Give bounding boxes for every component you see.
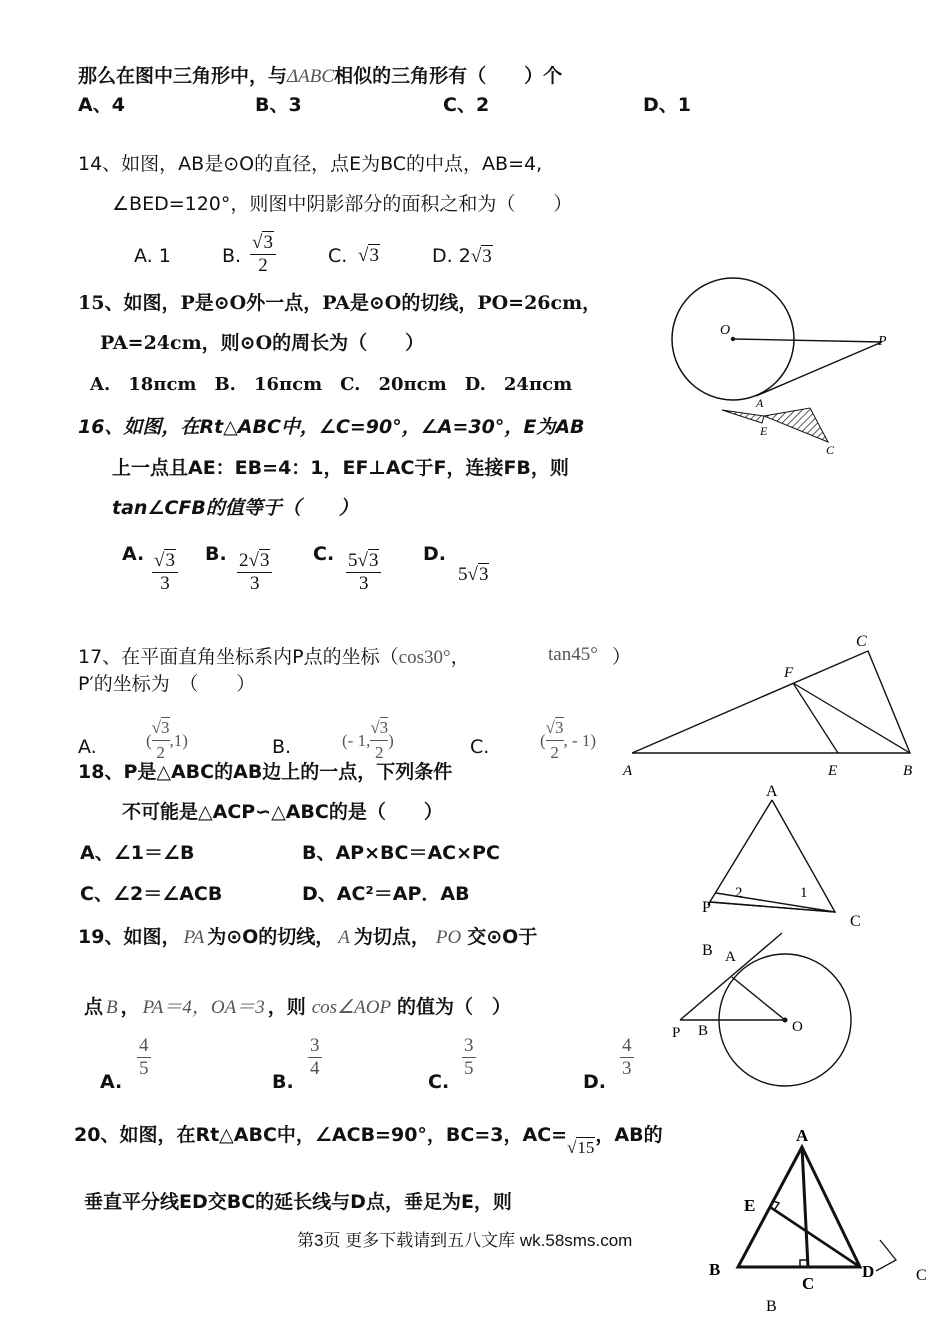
q16-option-c-label: C. (313, 543, 335, 565)
q15-shade-left (722, 410, 764, 423)
q15-line1: 15、如图，P是⊙O外一点，PA是⊙O的切线，PO=26cm， (78, 292, 602, 314)
q19-line1: 19、如图， PA 为⊙O的切线， A 为切点， PO 交⊙O于 (78, 926, 538, 948)
q16-option-a-fraction: $\frac{√3}{3}$ (152, 550, 178, 595)
q20-label-b: B (709, 1260, 721, 1279)
q17-label-e: E (828, 763, 838, 779)
q20-label-b-extra: B (766, 1298, 777, 1315)
q19-tangent (680, 933, 782, 1020)
q18-label-p: P (702, 899, 711, 916)
q17-label-b: B (903, 763, 913, 779)
q16-option-d-value: 5√3 (458, 564, 489, 585)
q16-option-b-fraction: $\frac{2√3}{3}$ (237, 550, 272, 595)
q15-label-c: C (826, 443, 835, 457)
q18-option-c: C、∠2＝∠ACB (80, 883, 223, 905)
q15-shade-right (764, 408, 828, 442)
q17-label-a: A (623, 763, 633, 779)
q14-option-a: A. 1 (134, 245, 171, 267)
q15-label-o: O (720, 323, 731, 338)
q17-triangle (632, 651, 910, 753)
q16-line3: tan∠CFB的值等于（ ） (112, 497, 358, 519)
q19-label-p: P (672, 1025, 681, 1041)
q13-option-d: D、1 (643, 94, 691, 116)
q16-option-b-label: B. (205, 543, 227, 565)
q19-label-b: B (698, 1023, 709, 1039)
q13-line: 那么在图中三角形中，与ΔABC相似的三角形有（ ）个 (78, 65, 563, 87)
q17-option-a-label: A. (78, 736, 97, 758)
q18-label-2: 2 (735, 885, 743, 901)
q19-line2: 点 B ， PA＝4，OA＝3 ，则 cos∠AOP 的值为（ ） (84, 996, 512, 1018)
q18-option-a: A、∠1＝∠B (80, 842, 195, 864)
q19-label-o: O (792, 1019, 803, 1035)
q19-line-oa (732, 977, 785, 1020)
q17-tan: tan45° (548, 644, 598, 665)
q17-label-f: F (784, 665, 794, 681)
q15-line-pa (756, 342, 882, 396)
q17-close: ） (612, 646, 632, 668)
q13-option-c: C、2 (443, 94, 490, 116)
q17-option-c-label: C. (470, 736, 490, 758)
q20-label-e: E (744, 1196, 756, 1215)
q18-line-pc (716, 893, 835, 912)
q15-label-a: A (756, 396, 764, 410)
q14-option-b-fraction: $\frac{√3}{2}$ (250, 232, 276, 277)
q14-option-c-value: √3 (358, 245, 379, 266)
q20-line2: 垂直平分线ED交BC的延长线与D点，垂足为E，则 (84, 1191, 512, 1213)
q20-label-a: A (796, 1126, 809, 1145)
q17-line2: P′的坐标为 （ ） (78, 673, 256, 695)
q19-option-a-label: A. (100, 1071, 123, 1093)
q18-option-b: B、AP×BC＝AC×PC (302, 842, 500, 864)
q20-label-c-extra: C (916, 1267, 927, 1284)
q17-line-fb (793, 683, 910, 753)
q19-option-c-fraction: $\frac{3}{5}$ (464, 1035, 474, 1079)
q19-option-d-fraction: $\frac{4}{3}$ (622, 1035, 632, 1079)
q20-line1: 20、如图，在Rt△ABC中，∠ACB=90°，BC=3，AC=√15，AB的 (74, 1124, 663, 1157)
q19-option-a-fraction: $\frac{4}{5}$ (139, 1035, 149, 1079)
q16-option-a-label: A. (122, 543, 145, 565)
q15-line-op (733, 339, 882, 342)
q13-option-a: A、4 (78, 94, 125, 116)
q13-option-b: B、3 (255, 94, 302, 116)
q17-option-b-value: (- 1, $\frac{√3}{2}$ ) (342, 718, 394, 762)
q18-line2: 不可能是△ACP∽△ABC的是（ ） (122, 801, 443, 823)
q18-label-1: 1 (800, 885, 808, 901)
q15-label-p: P (878, 334, 887, 349)
q14-line2: ∠BED=120°，则图中阴影部分的面积之和为（ ） (112, 193, 573, 215)
q20-figure (700, 1125, 940, 1325)
q15-options: A. 18πcm B. 16πcm C. 20πcm D. 24πcm (90, 374, 573, 395)
q16-line2: 上一点且AE：EB=4：1，EF⊥AC于F，连接FB，则 (112, 457, 569, 479)
q14-option-c-label: C. (328, 245, 348, 267)
q16-line1: 16、如图，在Rt△ABC中，∠C=90°，∠A=30°，E为AB (78, 416, 585, 438)
q17-label-c: C (856, 633, 867, 650)
q17-figure (620, 630, 920, 780)
q17-option-b-label: B. (272, 736, 292, 758)
q14-option-d: D. 2√3 (432, 245, 492, 267)
q20-triangle (738, 1147, 860, 1267)
q18-option-d: D、AC²＝AP．AB (302, 883, 470, 905)
q14-option-b-label: B. (222, 245, 242, 267)
q15-line2: PA=24cm，则⊙O的周长为（ ） (100, 332, 425, 354)
q15-label-e: E (760, 424, 768, 438)
q19-option-b-fraction: $\frac{3}{4}$ (310, 1035, 320, 1079)
q18-line1: 18、P是△ABC的AB边上的一点，下列条件 (78, 761, 453, 783)
q19-option-d-label: D. (583, 1071, 606, 1093)
q15-figure (660, 276, 900, 466)
q19-option-c-label: C. (428, 1071, 450, 1093)
q20-altitude-ac (802, 1147, 808, 1267)
q19-label-a: A (725, 949, 736, 965)
q18-label-b: B (702, 942, 713, 959)
q16-option-d-label: D. (423, 543, 446, 565)
q19-figure (660, 925, 890, 1095)
q20-label-c: C (802, 1274, 815, 1293)
q19-option-b-label: B. (272, 1071, 294, 1093)
q17-option-a-value: ( $\frac{√3}{2}$ ,1) (146, 718, 188, 762)
q18-label-c: C (850, 913, 861, 930)
q17-option-c-value: ( $\frac{√3}{2}$ , - 1) (540, 718, 597, 762)
q17-line1: 17、在平面直角坐标系内P点的坐标（cos30°， (78, 646, 470, 668)
q20-label-d: D (862, 1262, 875, 1281)
q17-line-fe (793, 683, 838, 753)
q14-line1: 14、如图，AB是⊙O的直径，点E为BC的中点，AB=4, (78, 153, 543, 175)
q18-label-a: A (766, 783, 778, 800)
page-footer: 第3页 更多下载请到五八文库 wk.58sms.com (297, 1231, 633, 1250)
q16-option-c-fraction: $\frac{5√3}{3}$ (346, 550, 381, 595)
